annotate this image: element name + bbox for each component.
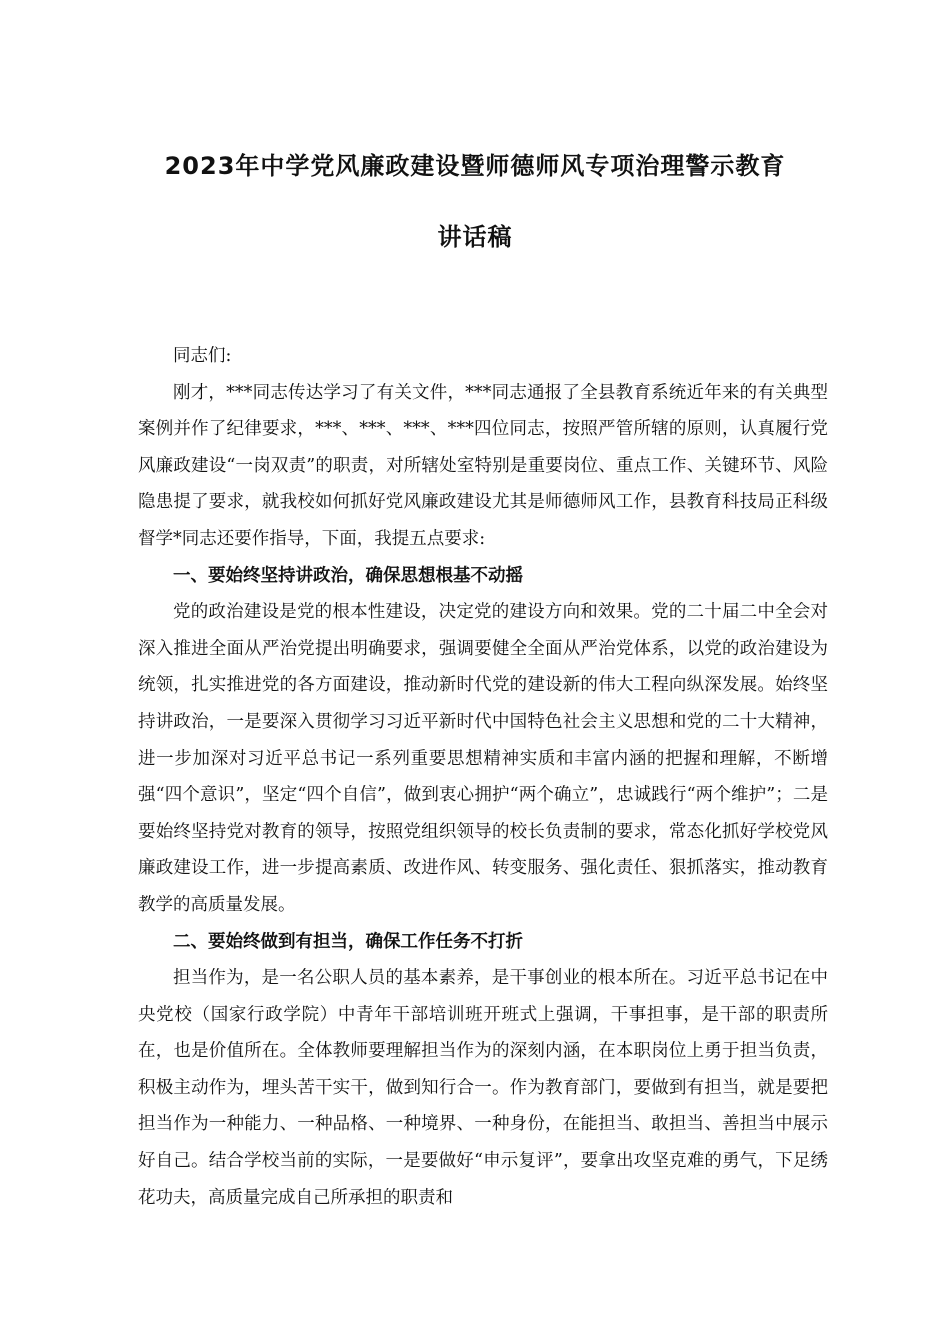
document-title-line2: 讲话稿 (437, 223, 513, 251)
paragraph-section-2: 担当作为，是一名公职人员的基本素养，是干事创业的根本所在。习近平总书记在中央党校（国家行政学院）中青年干部培训班开班式上强调，干事担事，是干部的职责所在，也是价值所在。全体教师要理解担当作为的深刻内涵，在本职岗位上勇于担当负责，积极主动作为，埋头苦干实干，做到知行合一。作为教育部门，要做到有担当，就是要把担当作为一种能力、一种品格、一种境界、一种身份，在能担当、敢担当、善担当中展示好自己。结合学校当前的实际，一是要做好“申示复评”，要拿出攻坚克难的勇气，下足绣花功夫，高质量完成自己所承担的职责和 (138, 968, 828, 1208)
greeting: 同志们: (173, 346, 232, 366)
document-title-line1: 2023年中学党风廉政建设暨师德师风专项治理警示教育 (164, 152, 786, 180)
paragraph-intro: 刚才，***同志传达学习了有关文件，***同志通报了全县教育系统近年来的有关典型案例并作了纪律要求，***、***、***、***四位同志，按照严管所辖的原则，认真履行党风廉政建设“一岗双责”的职责，对所辖处室特别是重要岗位、重点工作、关键环节、风险隐患提了要求，就我校如何抓好党风廉政建设尤其是师德师风工作，县教育科技局正科级督学*同志还要作指导，下面，我提五点要求: (138, 382, 828, 549)
section-heading-2: 二、要始终做到有担当，确保工作任务不打折 (173, 931, 523, 952)
paragraph-section-1: 党的政治建设是党的根本性建设，决定党的建设方向和效果。党的二十届二中全会对深入推进全面从严治党提出明确要求，强调要健全全面从严治党体系，以党的政治建设为统领，扎实推进党的各方面建设，推动新时代党的建设新的伟大工程向纵深发展。始终坚持讲政治，一是要深入贯彻学习习近平新时代中国特色社会主义思想和党的二十大精神，进一步加深对习近平总书记一系列重要思想精神实质和丰富内涵的把握和理解，不断增强“四个意识”，坚定“四个自信”，做到衷心拥护“两个确立”，忠诚践行“两个维护”；二是要始终坚持党对教育的领导，按照党组织领导的校长负责制的要求，常态化抓好学校党风廉政建设工作，进一步提高素质、改进作风、转变服务、强化责任、狠抓落实，推动教育教学的高质量发展。 (138, 602, 828, 915)
document-body (138, 338, 828, 1216)
section-heading-1: 一、要始终坚持讲政治，确保思想根基不动摇 (173, 565, 523, 586)
